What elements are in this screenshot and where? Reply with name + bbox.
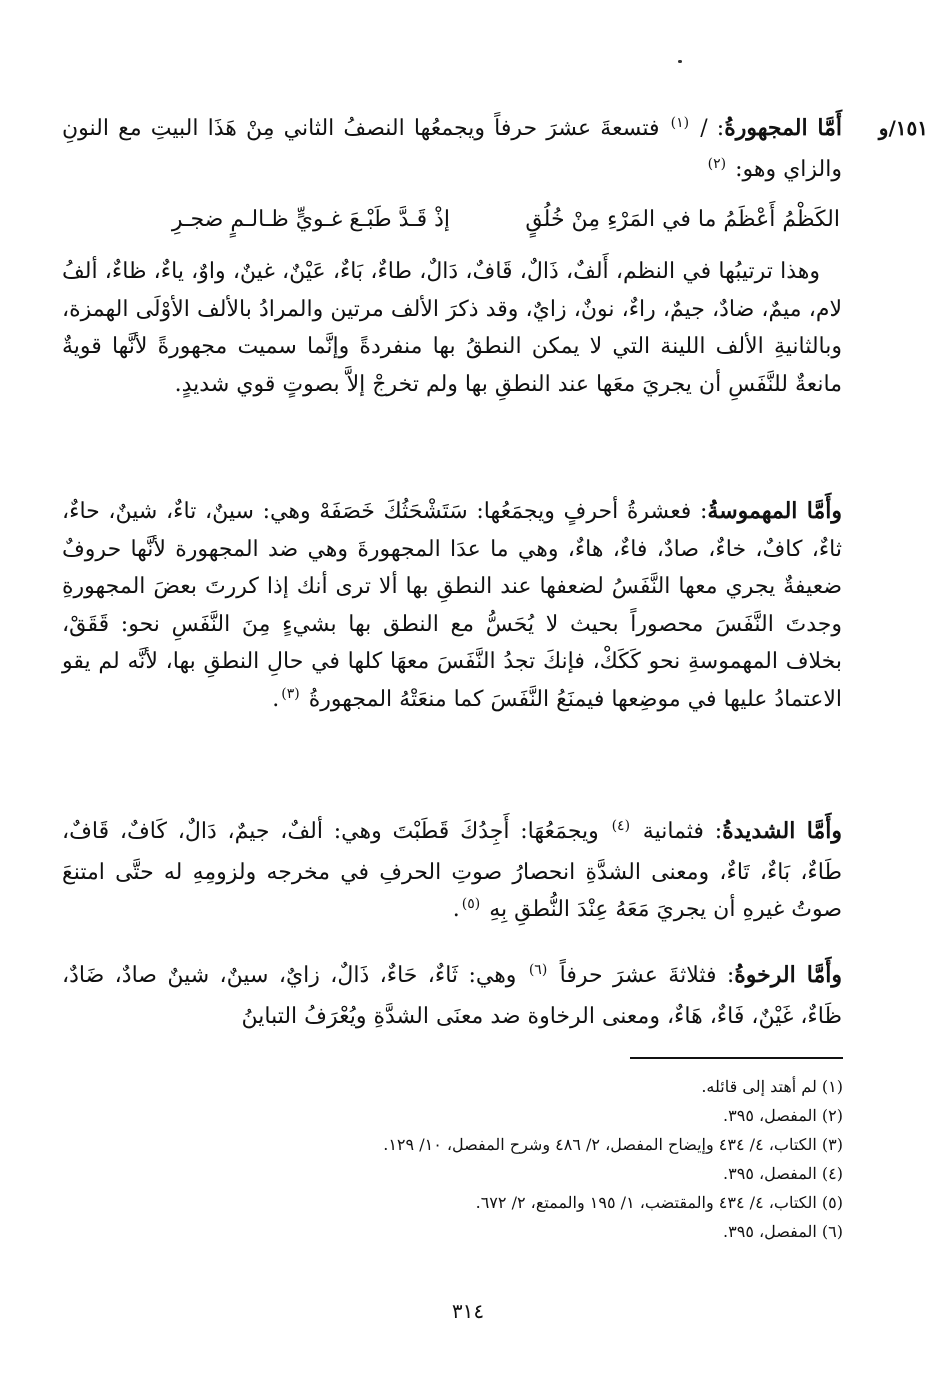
heading-shadida: وأَمَّا الشديدةُ bbox=[722, 818, 842, 844]
footnote-divider bbox=[630, 1057, 843, 1059]
paragraph-mahmusa bbox=[62, 493, 842, 721]
paragraph-majhura bbox=[62, 110, 842, 191]
paragraph-rikhwa bbox=[62, 957, 842, 1035]
footnote-ref-2[interactable]: (٢) bbox=[707, 155, 727, 172]
para4-text-a: : فثمانية bbox=[632, 819, 723, 844]
footnote-ref-5[interactable]: (٥) bbox=[461, 896, 481, 912]
heading-mahmusa: وأَمَّا المهموسةُ bbox=[707, 498, 842, 524]
para5-text-b: وهي: ثَاءٌ، حَاءٌ، ذَالٌ، زايٌ، سينٌ، شينٌ صادٌ، ضَادٌ، ظَاءٌ، غَيْنٌ، فَاءٌ، هَاءٌ، ومعنى الرخاوة ضد معنَى الشدَّةِ ويُعْرَفُ التباينُ bbox=[62, 963, 842, 1029]
page-mark bbox=[678, 60, 682, 63]
footnotes bbox=[143, 1072, 843, 1246]
footnote-6: (٦) المفصل، ٣٩٥. bbox=[723, 1222, 843, 1241]
footnote-2: (٢) المفصل، ٣٩٥. bbox=[723, 1106, 843, 1125]
para3-end: . bbox=[272, 686, 280, 712]
para1-sep: : / bbox=[691, 116, 725, 141]
footnote-4: (٤) المفصل، ٣٩٥. bbox=[723, 1164, 843, 1183]
page-number: ٣١٤ bbox=[451, 1299, 485, 1323]
para2-text: وهذا ترتيبُها في النظم، أَلفٌ، ذَالٌ، قَافٌ، دَالٌ، طاءٌ، بَاءٌ، عَيْنٌ، غينٌ، واوٌ، ياءٌ، ظاءٌ، ألفُ لام، ميمٌ، ضادٌ، جيمٌ، راءٌ، نونٌ، زايٌ، وقد ذكرَ الألف مرتين والمرادُ بالألف الأوْلَى الهمزة، وبالثانيةِ الألف اللينة التي لا يمكن النطقُ بها منفردةً وإنَّما سميت مجهورةً لأنَّها قويةٌ مانعةٌ للنَّفَسِ أن يجريَ معَها عند النطقِ بها ولم تخرجْ إلاَّ بصوتٍ قوي شديدٍ. bbox=[62, 259, 842, 397]
footnote-1: (١) لم أهتد إلى قائله. bbox=[701, 1077, 843, 1096]
footnote-ref-3[interactable]: (٣) bbox=[281, 685, 300, 702]
paragraph-shadida bbox=[62, 813, 842, 932]
para5-text-a: : فثلاثةَ عشرَ حرفاً bbox=[549, 963, 735, 988]
heading-majhura: أَمَّا المجهورةُ bbox=[724, 115, 843, 141]
paragraph-ordering bbox=[62, 253, 842, 403]
para4-end: . bbox=[452, 897, 460, 922]
footnote-ref-4[interactable]: (٤) bbox=[611, 818, 631, 834]
footnote-ref-1[interactable]: (١) bbox=[670, 115, 690, 131]
para1-text: فتسعةَ عشرَ حرفاً ويجمعُها النصفُ الثاني مِنْ هَذَا البيتِ مع النونِ والزاي وهو: bbox=[62, 116, 842, 182]
manuscript-folio-ref: ١٥١/و bbox=[878, 116, 928, 140]
para3-text: : فعشرةُ أحرفٍ ويجمَعُها: سَتَشْحَثُكَ خَصَفَهْ وهي: سينٌ، تاءٌ، شينٌ، حاءٌ، ثاءٌ، كافٌ، خاءٌ، صادٌ، فاءٌ، هاءٌ، وهي ما عدَا المجهورةَ وهي ضد المجهورة لأنَّها حروفٌ ضعيفةٌ يجري معها النَّفَسُ لضعفها عند النطقِ بها ألا ترى أنك إذا كررتَ بعضَ المجهورةِ وجدتَ النَّفَسَ محصوراً بحيث لا يُحَسُّ مع النطق بها بشيءٍ مِنَ النَّفَسِ نحو: قَقَقْ، بخلاف المهموسةِ نحو كَكَكْ، فإنكَ تجدُ النَّفَسَ معهَا كلها في حالِ النطقِ بها، لأنَّه لم يقو الاعتمادُ عليها في موضِعها فيمنَعُ النَّفَسَ كما منعَتْهُ المجهورةُ bbox=[62, 499, 842, 712]
verse-hemistich-second: إذْ قَـدَّ طَبْـعَ غـويٍّ ظـالـمٍ ضجـرِ bbox=[171, 207, 450, 232]
footnote-ref-6[interactable]: (٦) bbox=[528, 962, 548, 978]
footnote-5: (٥) الكتاب، ٤/ ٤٣٤ والمقتضب، ١/ ١٩٥ والممتع، ٢/ ٦٧٢. bbox=[475, 1193, 843, 1212]
verse-hemistich-first: الكَظْمُ أَعْظَمُ ما في المَرْءِ مِنْ خُلُقٍ bbox=[525, 207, 840, 232]
footnote-3: (٣) الكتاب، ٤/ ٤٣٤ وإيضاح المفصل، ٢/ ٤٨٦ وشرح المفصل، ١٠/ ١٢٩. bbox=[383, 1135, 843, 1154]
para4-text-b: ويجمَعُهَا: أَجِدُكَ قَطَبْتَ وهي: ألفٌ، جيمٌ، دَالٌ، كَافٌ، قَافٌ، طَاءٌ، بَاءٌ، تَاءٌ، ومعنى الشدَّةِ انحصارُ صوتِ الحرفِ في مخرجه ولزومِهِ له حتَّى امتنعَ صوتُ غيرهِ أن يجريَ مَعَهُ عِنْدَ النُّطقِ بِهِ bbox=[62, 819, 842, 922]
heading-rikhwa: وأَمَّا الرخوةُ bbox=[734, 962, 842, 988]
